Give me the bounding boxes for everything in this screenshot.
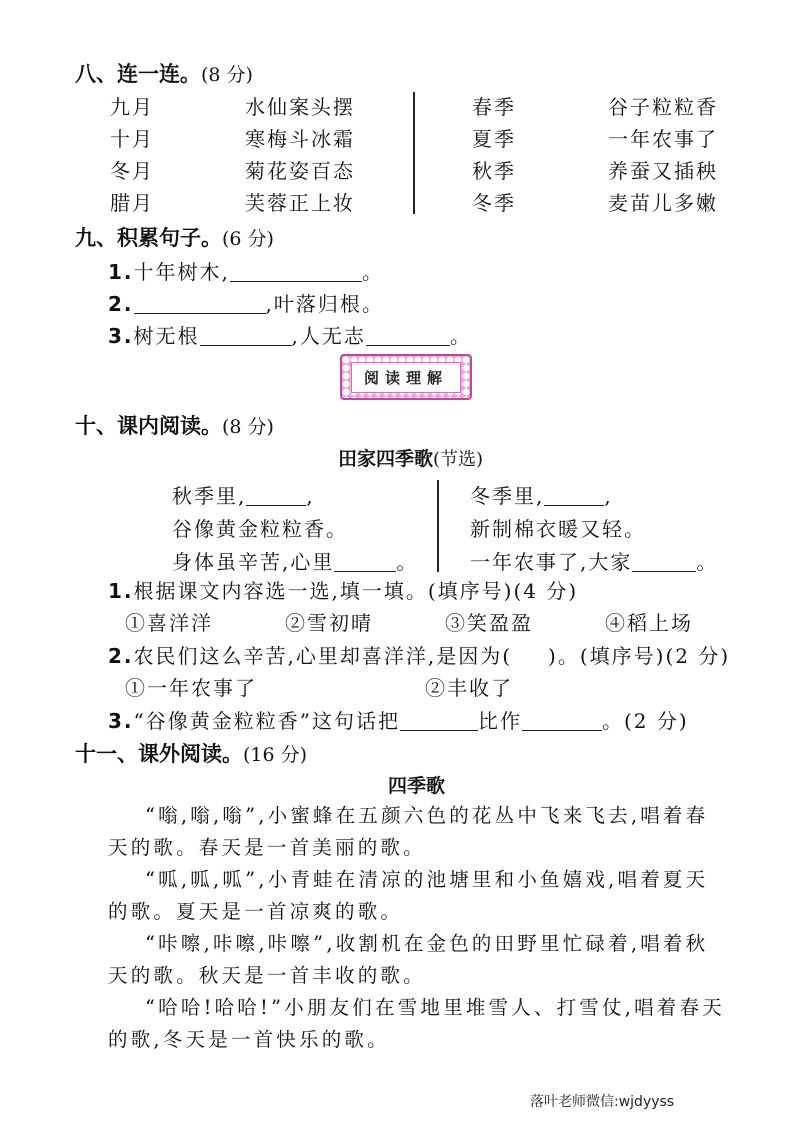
heading-text: 十一、课外阅读。 (75, 742, 243, 766)
match-left-month-2: 十月 (110, 127, 154, 151)
passage-line-5: “咔嚓,咔嚓,咔嚓”,收割机在金色的田野里忙碌着,唱着秋 (145, 932, 709, 955)
s10-q2 (108, 640, 730, 669)
match-right-season-4: 冬季 (472, 191, 516, 215)
q-text-b: 比作 (477, 709, 522, 733)
section-11-heading (75, 738, 307, 768)
match-right-phrase-2: 一年农事了 (608, 127, 718, 151)
poem-text: 冬季里, (470, 484, 545, 508)
poem-text: 一年农事了,大家 (470, 550, 633, 574)
match-right-season-1: 春季 (472, 95, 516, 119)
match-left-month-4: 腊月 (110, 191, 154, 215)
match-left-flower-2: 寒梅斗冰霜 (245, 127, 355, 151)
poem-text: 秋季里, (172, 484, 247, 508)
answer-blank[interactable] (544, 485, 604, 506)
q-text: 根据课文内容选一选,填一填。(填序号)(4 分) (133, 579, 579, 603)
q-text-a: 树无根 (133, 324, 200, 348)
q-text: ,叶落归根。 (265, 292, 384, 316)
poem-left-2: 谷像黄金粒粒香。 (172, 517, 348, 541)
match-left-flower-4: 芙蓉正上妆 (245, 191, 355, 215)
heading-text: 十、课内阅读。 (75, 414, 222, 438)
poem-left-1 (172, 480, 315, 509)
divider (413, 92, 415, 214)
poem-right-2: 新制棉衣暖又轻。 (470, 517, 646, 541)
answer-blank[interactable] (230, 261, 362, 282)
points: (16 分) (243, 744, 308, 766)
s9-q3 (108, 320, 472, 349)
heading-text: 九、积累句子。 (75, 226, 222, 250)
s9-q2 (108, 288, 384, 317)
match-left-flower-3: 菊花姿百态 (245, 159, 355, 183)
match-right-season-3: 秋季 (472, 159, 516, 183)
banner-text: 阅读理解 (351, 362, 461, 393)
q-text-a: “谷像黄金粒粒香”这句话把 (133, 709, 400, 733)
match-right-phrase-3: 养蚕又插秧 (608, 159, 718, 183)
poem-punct: 。 (696, 550, 719, 574)
passage-line-4: 的歌。夏天是一首凉爽的歌。 (108, 900, 404, 923)
q-num: 1. (108, 260, 134, 284)
answer-blank[interactable] (246, 485, 306, 506)
points: (8 分) (201, 64, 253, 86)
q-end: 。 (449, 324, 472, 348)
answer-blank[interactable] (632, 551, 696, 572)
answer-blank[interactable] (366, 325, 450, 346)
answer-blank[interactable] (522, 710, 602, 731)
section-9-heading (75, 222, 274, 252)
poem-punct: , (604, 484, 613, 508)
passage-line-6: 天的歌。秋天是一首丰收的歌。 (108, 964, 426, 987)
reading-banner (340, 354, 472, 400)
passage-line-2: 天的歌。春天是一首美丽的歌。 (108, 836, 426, 859)
points: (8 分) (222, 416, 274, 438)
passage-line-1: “嗡,嗡,嗡”,小蜜蜂在五颜六色的花丛中飞来飞去,唱着春 (145, 804, 709, 827)
q-end: )。(填序号)(2 分) (548, 644, 731, 668)
q-text: 农民们这么辛苦,心里却喜洋洋,是因为( (133, 644, 513, 668)
q2-option-1: ①一年农事了 (125, 676, 257, 700)
points: (6 分) (222, 228, 274, 250)
poem-right-3 (470, 546, 718, 575)
option-1: ①喜洋洋 (125, 611, 213, 635)
answer-blank[interactable] (134, 293, 266, 314)
s10-q1 (108, 575, 578, 604)
footer-contact: 落叶老师微信:wjdyyss (530, 1094, 675, 1110)
match-right-season-2: 夏季 (472, 127, 516, 151)
poem-left-3 (172, 546, 418, 575)
passage-line-7: “哈哈!哈哈!”小朋友们在雪地里堆雪人、打雪仗,唱着春天 (145, 996, 725, 1019)
match-right-phrase-1: 谷子粒粒香 (608, 95, 718, 119)
match-left-flower-1: 水仙案头摆 (245, 95, 355, 119)
poem-title (338, 444, 483, 471)
q-num: 2. (108, 644, 134, 668)
answer-blank[interactable] (200, 325, 292, 346)
poem-divider (437, 480, 439, 572)
match-left-month-1: 九月 (110, 95, 154, 119)
option-3: ③笑盈盈 (445, 611, 533, 635)
q-num: 1. (108, 579, 134, 603)
passage-line-3: “呱,呱,呱”,小青蛙在清凉的池塘里和小鱼嬉戏,唱着夏天 (145, 868, 709, 891)
q-end: 。(2 分) (601, 709, 689, 733)
q-end: 。 (361, 260, 384, 284)
q-num: 3. (108, 324, 134, 348)
q-num: 2. (108, 292, 134, 316)
q2-option-2: ②丰收了 (425, 676, 513, 700)
passage-line-8: 的歌,冬天是一首快乐的歌。 (108, 1028, 390, 1051)
poem-text: 身体虽辛苦,心里 (172, 550, 335, 574)
answer-blank[interactable] (400, 710, 478, 731)
poem-punct: 。 (396, 550, 419, 574)
section-10-heading (75, 410, 274, 440)
match-left-month-3: 冬月 (110, 159, 154, 183)
q-text-b: ,人无志 (291, 324, 366, 348)
match-right-phrase-4: 麦苗儿多嫩 (608, 191, 718, 215)
poem-right-1 (470, 480, 613, 509)
passage-title: 四季歌 (388, 775, 446, 797)
q-num: 3. (108, 709, 134, 733)
poem-title-text: 田家四季歌 (338, 448, 434, 470)
s10-q3 (108, 705, 689, 734)
section-8-heading (75, 58, 253, 88)
q-text: 十年树木, (133, 260, 230, 284)
option-4: ④稻上场 (605, 611, 693, 635)
poem-punct: , (306, 484, 315, 508)
poem-note: (节选) (433, 449, 484, 470)
heading-text: 八、连一连。 (75, 62, 201, 86)
answer-blank[interactable] (334, 551, 396, 572)
option-2: ②雪初晴 (285, 611, 373, 635)
s9-q1 (108, 256, 384, 285)
